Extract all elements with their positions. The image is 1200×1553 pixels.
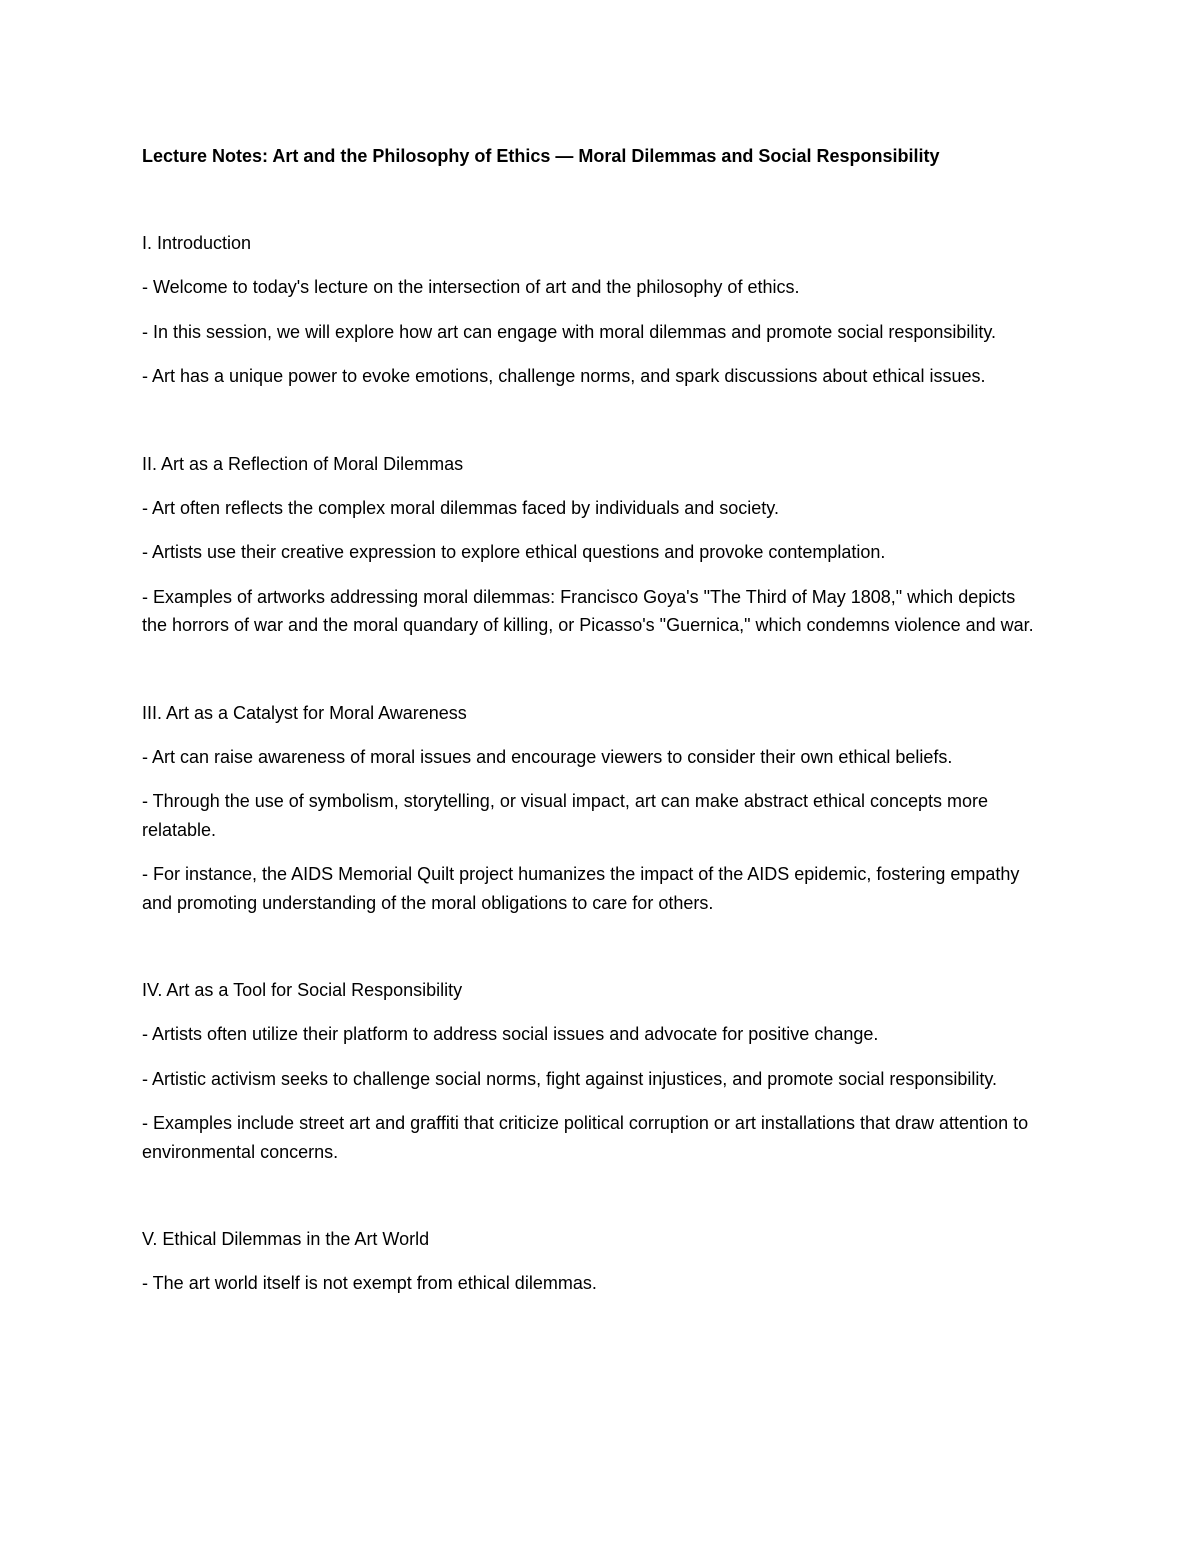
bullet-item: - Art has a unique power to evoke emotions, challenge norms, and spark discussions about ethical issues. <box>142 366 986 386</box>
document-page <box>142 142 1042 1298</box>
section-catalyst-for-moral-awareness <box>142 699 1042 918</box>
bullet-item: - Through the use of symbolism, storytelling, or visual impact, art can make abstract ethical concepts more relatable. <box>142 791 989 840</box>
bullet-item: - Art often reflects the complex moral dilemmas faced by individuals and society. <box>142 497 779 518</box>
section-heading: I. Introduction <box>142 233 252 253</box>
bullet-item: - Welcome to today's lecture on the intersection of art and the philosophy of ethics. <box>142 277 800 297</box>
bullet-item: - Examples of artworks addressing moral dilemmas: Francisco Goya's "The Third of May 1808," which depicts the horrors of war and the moral quandary of killing, or Picasso's "Guernica," which condemns violence and war. <box>142 586 1034 635</box>
bullet-item: - Examples include street art and graffiti that criticize political corruption or art installations that draw attention to environmental concerns. <box>142 1113 1029 1162</box>
bullet-item: - The art world itself is not exempt from ethical dilemmas. <box>142 1273 597 1293</box>
document-title: Lecture Notes: Art and the Philosophy of Ethics — Moral Dilemmas and Social Responsibility <box>142 146 940 166</box>
bullet-item: - For instance, the AIDS Memorial Quilt project humanizes the impact of the AIDS epidemic, fostering empathy and promoting understanding of the moral obligations to care for others. <box>142 864 1020 913</box>
section-ethical-dilemmas-art-world <box>142 1225 1042 1298</box>
section-introduction <box>142 229 1042 391</box>
bullet-item: - Artistic activism seeks to challenge social norms, fight against injustices, and promote social responsibility. <box>142 1068 998 1089</box>
bullet-item: - In this session, we will explore how art can engage with moral dilemmas and promote social responsibility. <box>142 321 997 342</box>
section-tool-for-social-responsibility <box>142 976 1042 1166</box>
section-heading: IV. Art as a Tool for Social Responsibility <box>142 980 463 1000</box>
bullet-item: - Artists use their creative expression to explore ethical questions and provoke contemplation. <box>142 542 886 562</box>
bullet-item: - Artists often utilize their platform to address social issues and advocate for positive change. <box>142 1024 879 1044</box>
section-heading: III. Art as a Catalyst for Moral Awareness <box>142 702 467 723</box>
bullet-item: - Art can raise awareness of moral issues and encourage viewers to consider their own ethical beliefs. <box>142 746 953 767</box>
section-reflection-of-moral-dilemmas <box>142 450 1042 640</box>
section-heading: II. Art as a Reflection of Moral Dilemmas <box>142 453 464 474</box>
section-heading: V. Ethical Dilemmas in the Art World <box>142 1229 430 1249</box>
